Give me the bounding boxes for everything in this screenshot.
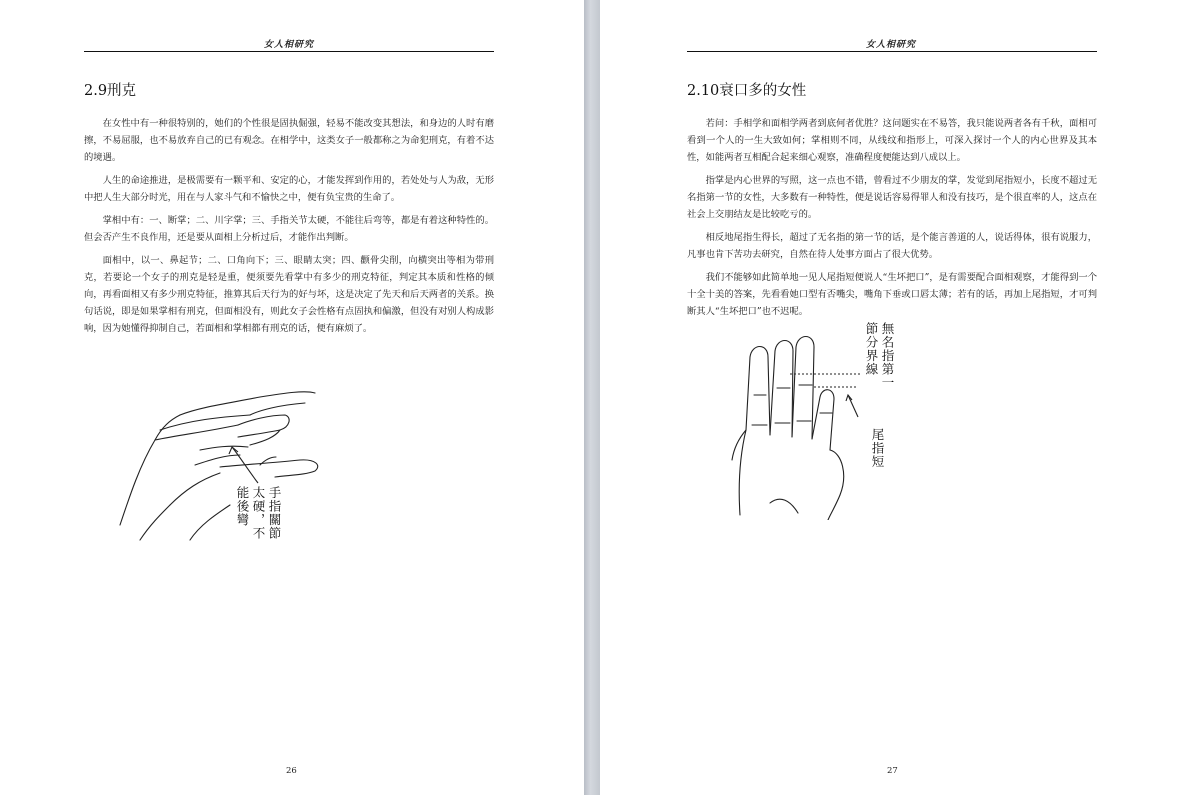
paragraph: 掌相中有：一、断掌；二、川字掌；三、手指关节太硬，不能往后弯等，都是有着这种特性的。但会否产生不良作用，还是要从面相上分析过后，才能作出判断。: [84, 215, 494, 243]
paragraph: 相反地尾指生得长，超过了无名指的第一节的话，是个能言善道的人，说话得体，很有说服力，凡事也肯下苦功去研究，自然在待人处事方面占了很大优势。: [687, 232, 1097, 260]
section-title: 2.9刑克: [84, 83, 137, 99]
page-number: 27: [887, 766, 898, 776]
hand-bending-finger-illustration: [100, 375, 340, 545]
paragraph: 面相中，以一、鼻起节；二、口角向下；三、眼睛太突；四、颧骨尖削，向横突出等相为带刑克，若要论一个女子的刑克是轻是重，便须要先看掌中有多少的刑克特征，判定其本质和性格的倾向，再看面相又有多少刑克特征，推算其后天行为的好与坏，这是决定了先天和后天两者的关系。换句话说，即是如果掌相有刑克，但面相没有，则此女子会性格有点固执和偏激，但没有对别人构成影响，因为她懂得抑制自己，若面相和掌相都有刑克的话，便有麻烦了。: [84, 255, 494, 334]
page-left: [0, 0, 584, 795]
page-gutter: [584, 0, 600, 795]
figure-caption: 太硬，不: [251, 486, 266, 540]
page-right: [600, 0, 1185, 795]
running-head: 女人相研究: [866, 40, 917, 50]
header-rule: [687, 51, 1097, 52]
figure-label-bottom: 尾指短: [870, 428, 885, 469]
running-head: 女人相研究: [264, 40, 315, 50]
body-text: [84, 115, 494, 343]
paragraph: 人生的命途推进，是极需要有一颗平和、安定的心，才能发挥到作用的，若处处与人为敌，无形中把人生大部分时光，用在与人家斗气和不愉快之中，便有负宝贵的生命了。: [84, 175, 494, 203]
header-rule: [84, 51, 494, 52]
paragraph: 指掌是内心世界的写照，这一点也不错，曾看过不少朋友的掌，发觉到尾指短小，长度不超过无名指第一节的女性，大多数有一种特性，便是说话容易得罪人和没有技巧，是个很直率的人，这点在社会上交朋结友是比较吃亏的。: [687, 175, 1097, 220]
paragraph: 若问：手相学和面相学两者到底何者优胜？这问题实在不易答，我只能说两者各有千秋，面相可看到一个人的一生大致如何；掌相则不同，从线纹和指形上，可深入探讨一个人的内心世界及其本性，如能两者互相配合起来细心观察，准确程度便能达到八成以上。: [687, 118, 1097, 163]
figure-label-top: 無名指第一: [880, 322, 895, 390]
paragraph: 我们不能够如此简单地一见人尾指短便说人“生坏把口”，是有需要配合面相观察，才能得到一个十全十美的答案，先看看她口型有否嘴尖，嘴角下垂或口唇太薄；若有的话，再加上尾指短，才可判断其人“生坏把口”也不迟呢。: [687, 272, 1097, 317]
body-text: [687, 115, 1097, 326]
section-title: 2.10衰口多的女性: [687, 83, 807, 99]
figure-label-top: 節分界線: [864, 322, 879, 376]
page-number: 26: [286, 766, 297, 776]
figure-caption: 能後彎: [235, 486, 250, 527]
paragraph: 在女性中有一种很特别的，她们的个性很是固执倔强，轻易不能改变其想法，和身边的人时有磨擦，不易屈服，也不易放弃自己的已有观念。在相学中，这类女子一般都称之为命犯刑克，有着不达的境遇。: [84, 118, 494, 163]
figure-caption: 手指關節: [267, 486, 282, 540]
